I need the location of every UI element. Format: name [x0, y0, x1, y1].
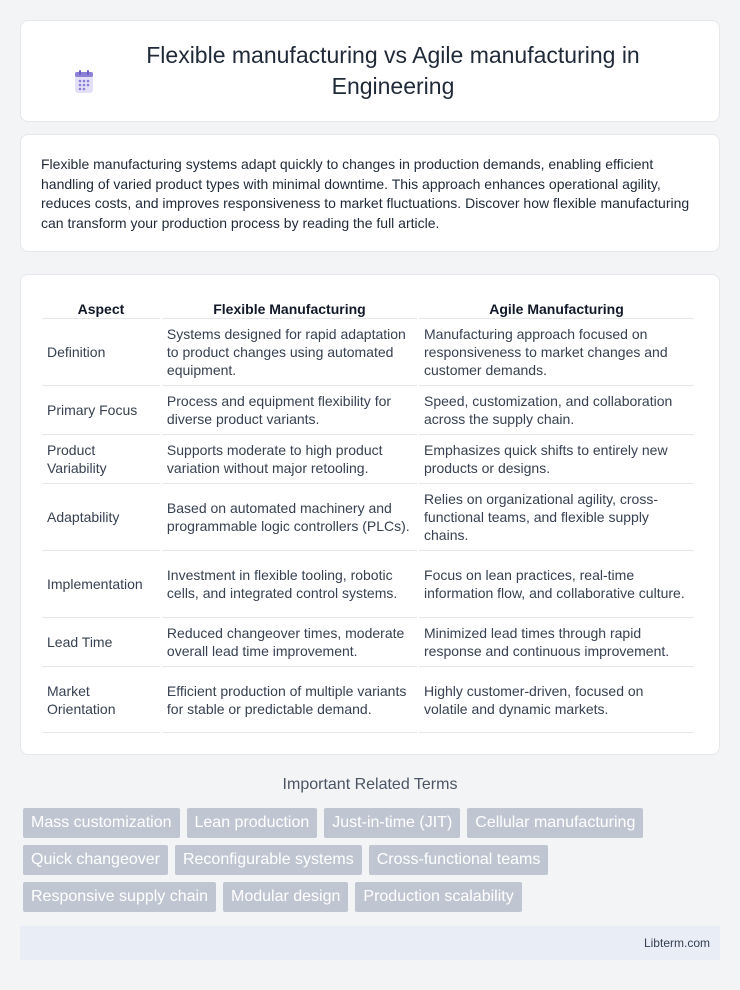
tag-lean-production[interactable]: Lean production [187, 808, 318, 838]
row-agile: Manufacturing approach focused on responsiveness to market changes and customer demands. [419, 318, 694, 385]
title-wrap [70, 40, 670, 102]
tag-responsive-supply-chain[interactable]: Responsive supply chain [23, 882, 216, 912]
row-agile: Highly customer-driven, focused on volatile and dynamic markets. [419, 666, 694, 733]
tag-just-in-time[interactable]: Just-in-time (JIT) [324, 808, 460, 838]
header-agile: Agile Manufacturing [489, 301, 624, 317]
tag-reconfigurable-systems[interactable]: Reconfigurable systems [175, 845, 362, 875]
tag-cross-functional-teams[interactable]: Cross-functional teams [369, 845, 549, 875]
row-flexible: Investment in flexible tooling, robotic cells, and integrated control systems. [162, 550, 417, 617]
header-aspect: Aspect [77, 301, 125, 317]
comparison-table [40, 295, 696, 733]
tag-quick-changeover[interactable]: Quick changeover [23, 845, 168, 875]
table-row [42, 318, 694, 385]
row-agile: Speed, customization, and collaboration across the supply chain. [419, 385, 694, 434]
row-agile: Relies on organizational agility, cross-functional teams, and flexible supply chains. [419, 483, 694, 550]
row-aspect: Lead Time [42, 617, 160, 666]
related-terms [23, 808, 723, 919]
row-aspect: Adaptability [42, 483, 160, 550]
table-row [42, 666, 694, 733]
related-terms-title: Important Related Terms [282, 776, 458, 793]
tag-cellular-manufacturing[interactable]: Cellular manufacturing [467, 808, 643, 838]
comparison-card [20, 274, 720, 755]
document-icon [70, 68, 98, 96]
row-agile: Emphasizes quick shifts to entirely new products or designs. [419, 434, 694, 483]
row-aspect: Primary Focus [42, 385, 160, 434]
tag-row [23, 808, 723, 838]
row-aspect: Definition [42, 318, 160, 385]
tag-production-scalability[interactable]: Production scalability [355, 882, 521, 912]
page-title: Flexible manufacturing vs Agile manufacturing in Engineering [146, 42, 640, 99]
row-aspect: Implementation [42, 550, 160, 617]
table-row [42, 483, 694, 550]
row-flexible: Systems designed for rapid adaptation to product changes using automated equipment. [162, 318, 417, 385]
header-flexible: Flexible Manufacturing [213, 301, 366, 317]
row-flexible: Efficient production of multiple variants for stable or predictable demand. [162, 666, 417, 733]
row-agile: Focus on lean practices, real-time information flow, and collaborative culture. [419, 550, 694, 617]
table-row [42, 617, 694, 666]
tag-modular-design[interactable]: Modular design [223, 882, 348, 912]
row-aspect: Product Variability [42, 434, 160, 483]
row-agile: Minimized lead times through rapid response and continuous improvement. [419, 617, 694, 666]
row-flexible: Process and equipment flexibility for diverse product variants. [162, 385, 417, 434]
tag-row [23, 882, 723, 912]
tag-row [23, 845, 723, 875]
table-header-row [42, 295, 694, 318]
intro-text: Flexible manufacturing systems adapt quickly to changes in production demands, enabling efficient handling of varied product types with minimal downtime. This approach enhances operational agility, reduces costs, and improves responsiveness to market fluctuations. Discover how flexible manufacturing can transform your production process by reading the full article. [41, 156, 690, 231]
footer [20, 926, 720, 960]
title-card [20, 20, 720, 122]
row-flexible: Supports moderate to high product variation without major retooling. [162, 434, 417, 483]
table-row [42, 550, 694, 617]
table-row [42, 385, 694, 434]
row-flexible: Reduced changeover times, moderate overall lead time improvement. [162, 617, 417, 666]
intro-card [20, 134, 720, 252]
table-row [42, 434, 694, 483]
row-aspect: Market Orientation [42, 666, 160, 733]
footer-brand-link[interactable]: Libterm.com [643, 936, 710, 950]
row-flexible: Based on automated machinery and programmable logic controllers (PLCs). [162, 483, 417, 550]
tag-mass-customization[interactable]: Mass customization [23, 808, 180, 838]
